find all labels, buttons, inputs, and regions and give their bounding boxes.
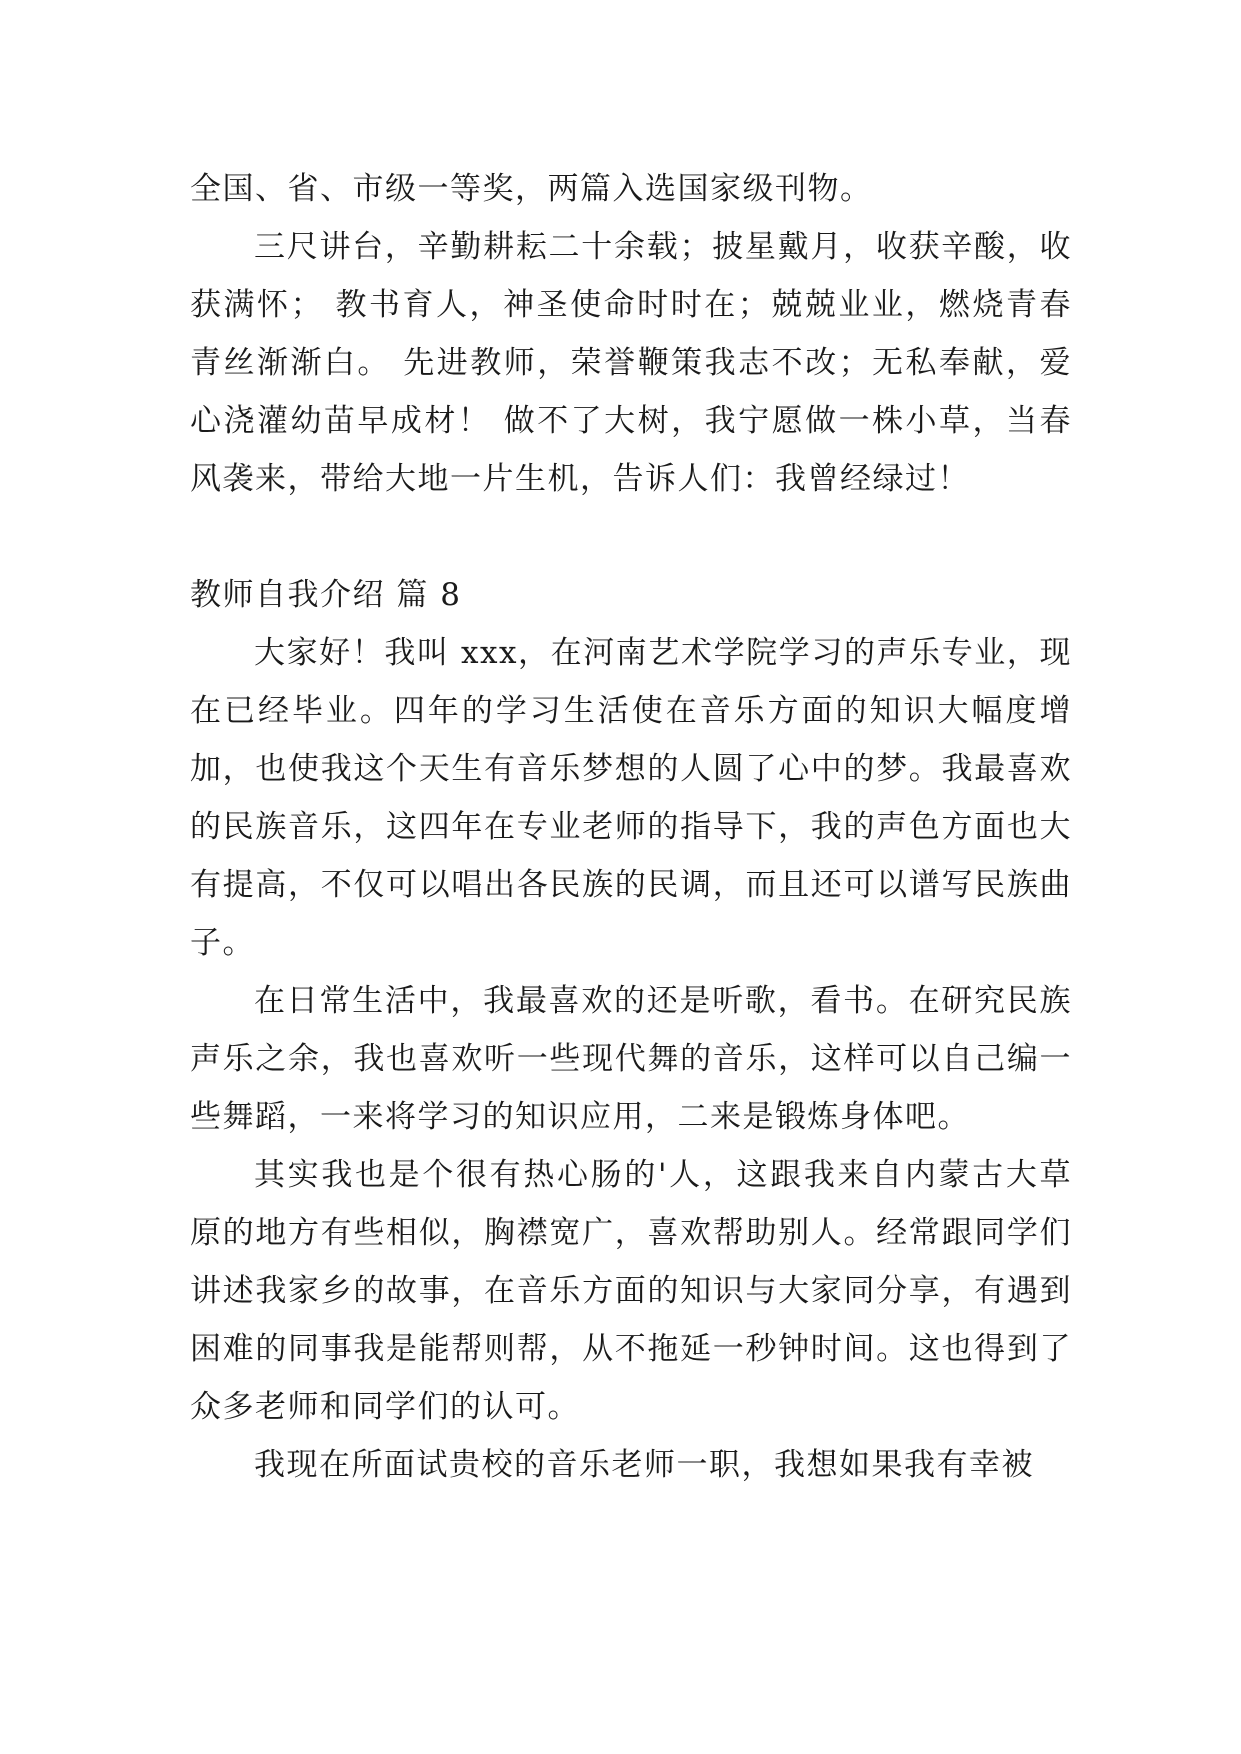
section-heading: 教师自我介绍 篇 8 [190, 577, 462, 613]
document-body [190, 160, 1072, 1494]
paragraph-interview: 我现在所面试贵校的音乐老师一职，我想如果我有幸被 [254, 1447, 1034, 1483]
paragraph-personality: 其实我也是个很有热心肠的'人，这跟我来自内蒙古大草原的地方有些相似，胸襟宽广，喜欢帮助别人。经常跟同学们讲述我家乡的故事，在音乐方面的知识与大家同分享，有遇到困难的同事我是能帮则帮，从不拖延一秒钟时间。这也得到了众多老师和同学们的认可。 [190, 1157, 1072, 1425]
paragraph-daily-life: 在日常生活中，我最喜欢的还是听歌，看书。在研究民族声乐之余，我也喜欢听一些现代舞的音乐，这样可以自己编一些舞蹈，一来将学习的知识应用，二来是锻炼身体吧。 [190, 983, 1072, 1135]
paragraph-self-introduction: 大家好！我叫 xxx，在河南艺术学院学习的声乐专业，现在已经毕业。四年的学习生活使在音乐方面的知识大幅度增加，也使我这个天生有音乐梦想的人圆了心中的梦。我最喜欢的民族音乐，这四年在专业老师的指导下，我的声色方面也大有提高，不仅可以唱出各民族的民调，而且还可以谱写民族曲子。 [190, 635, 1072, 961]
paragraph-continuation: 全国、省、市级一等奖，两篇入选国家级刊物。 [190, 171, 873, 207]
paragraph-three-foot-podium: 三尺讲台，辛勤耕耘二十余载；披星戴月，收获辛酸，收获满怀； 教书育人，神圣使命时时在；兢兢业业，燃烧青春青丝渐渐白。 先进教师，荣誉鞭策我志不改；无私奉献，爱心浇灌幼苗早成材！ 做不了大树，我宁愿做一株小草，当春风袭来，带给大地一片生机，告诉人们：我曾经绿过！ [190, 229, 1072, 497]
